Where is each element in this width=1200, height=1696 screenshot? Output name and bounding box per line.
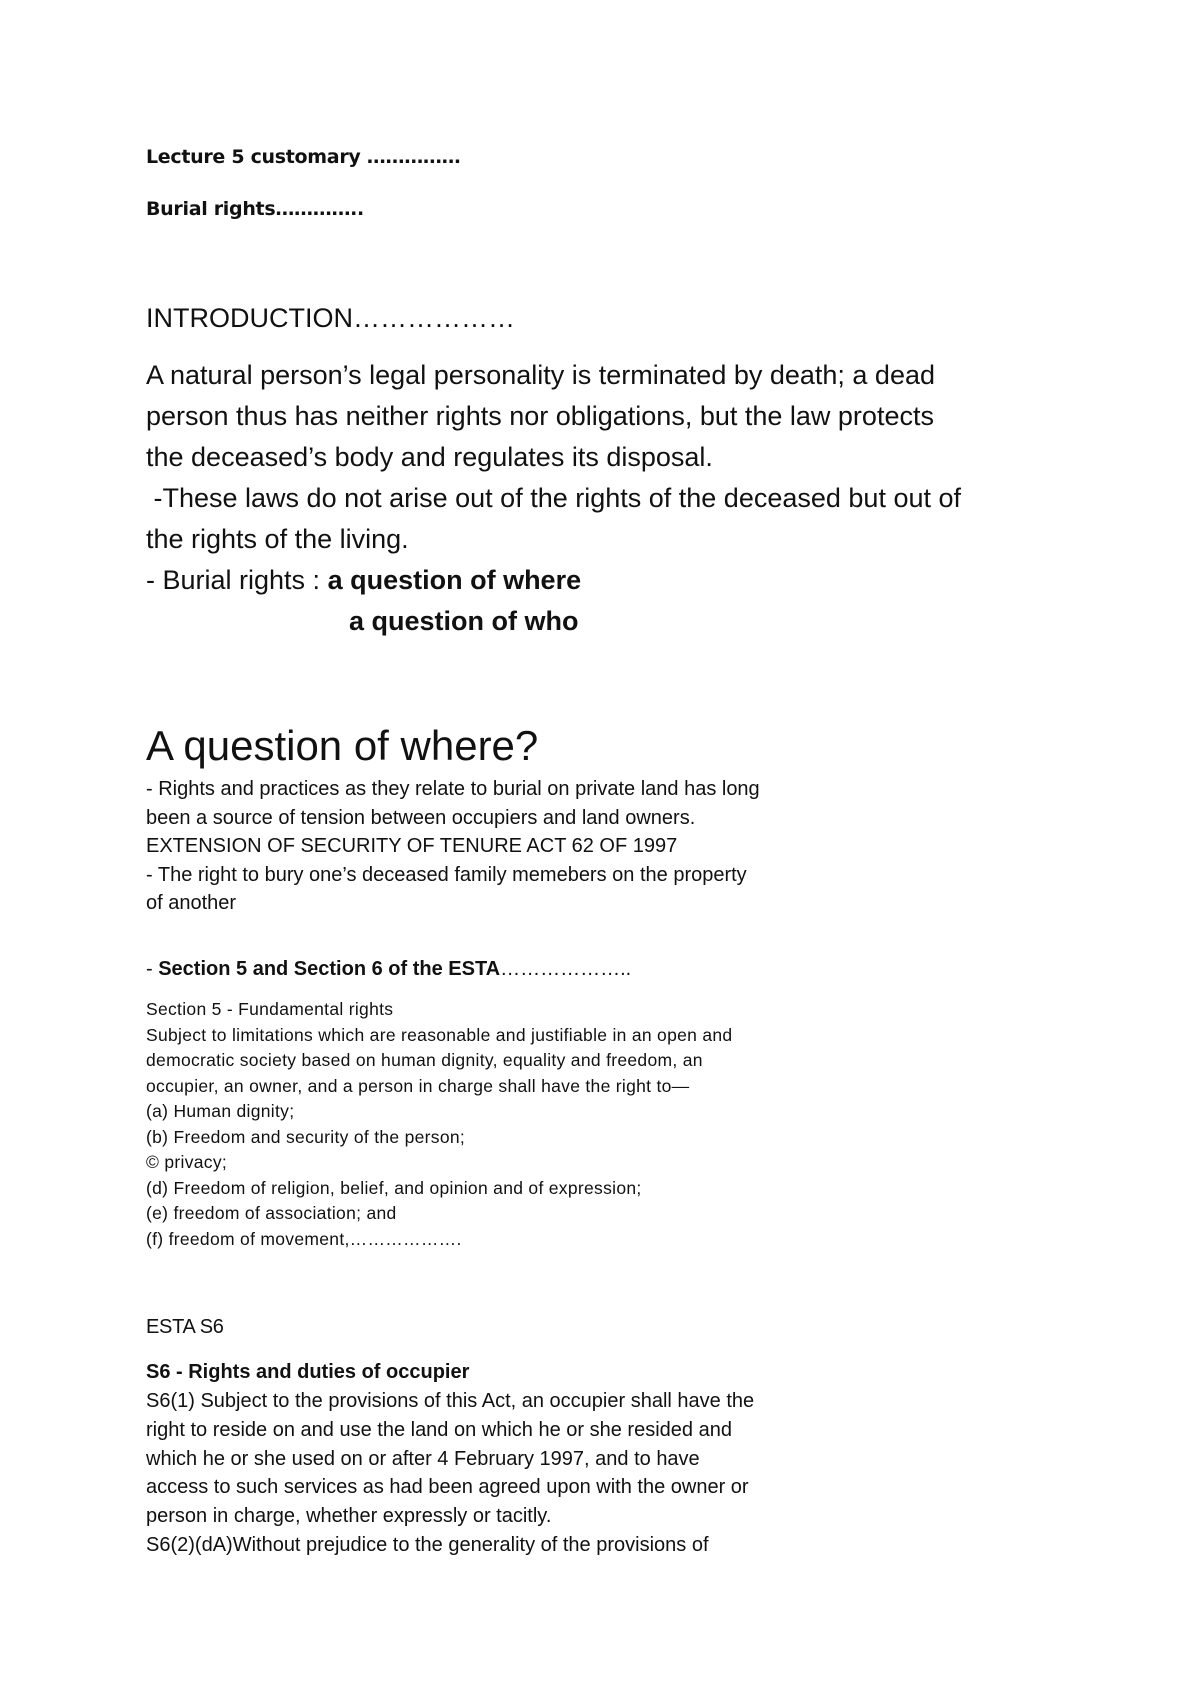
section5-item: (b) Freedom and security of the person; bbox=[146, 1126, 466, 1147]
where-line: of another bbox=[146, 892, 237, 914]
section5-item: (d) Freedom of religion, belief, and opinion and of expression; bbox=[146, 1177, 642, 1198]
section6-heading: S6 - Rights and duties of occupier bbox=[146, 1361, 470, 1383]
question-where-label: a question of where bbox=[327, 565, 582, 595]
section6-line: right to reside on and use the land on which he or she resided and bbox=[146, 1418, 732, 1441]
section5-item: © privacy; bbox=[146, 1152, 228, 1172]
section6-line: S6(2)(dA)Without prejudice to the generality of the provisions of bbox=[146, 1533, 709, 1556]
sections-bold: Section 5 and Section 6 of the ESTA bbox=[158, 958, 501, 980]
section6-line: S6(1) Subject to the provisions of this Act, an occupier shall have the bbox=[146, 1390, 755, 1412]
question-who-line bbox=[146, 601, 961, 642]
act-title: EXTENSION OF SECURITY OF TENURE ACT 62 OF 1997 bbox=[146, 835, 678, 857]
section5-line: Subject to limitations which are reasonable and justifiable in an open and bbox=[146, 1024, 733, 1045]
section5-line: democratic society based on human dignity, equality and freedom, an bbox=[146, 1050, 703, 1070]
sections-prefix: - bbox=[146, 958, 159, 980]
section5-item: (e) freedom of association; and bbox=[146, 1203, 397, 1223]
sections-line bbox=[146, 955, 631, 984]
section5-line: occupier, an owner, and a person in charge shall have the right to— bbox=[146, 1075, 690, 1096]
introduction-paragraph bbox=[146, 355, 961, 642]
section5-title: Section 5 - Fundamental rights bbox=[146, 999, 394, 1019]
where-line: - The right to bury one’s deceased family memebers on the property bbox=[146, 863, 747, 886]
lecture-title: Lecture 5 customary …………… bbox=[146, 146, 461, 168]
section5-block bbox=[146, 997, 732, 1252]
burial-rights-line bbox=[146, 560, 961, 601]
where-line: - Rights and practices as they relate to burial on private land has long bbox=[146, 778, 760, 800]
intro-line: the deceased’s body and regulates its disposal. bbox=[146, 442, 713, 472]
section6-line: person in charge, whether expressly or tacitly. bbox=[146, 1505, 552, 1528]
where-line: been a source of tension between occupiers and land owners. bbox=[146, 806, 696, 829]
section5-item: (a) Human dignity; bbox=[146, 1101, 295, 1121]
question-who-label: a question of who bbox=[349, 606, 579, 636]
introduction-heading: INTRODUCTION……………… bbox=[146, 303, 515, 333]
esta-s6-label: ESTA S6 bbox=[146, 1316, 224, 1338]
where-heading: A question of where? bbox=[146, 722, 539, 769]
section6-line: which he or she used on or after 4 February 1997, and to have bbox=[146, 1447, 700, 1470]
section5-item: (f) freedom of movement,………………. bbox=[146, 1228, 462, 1249]
where-paragraph bbox=[146, 775, 760, 918]
burial-rights-prefix: - Burial rights : bbox=[146, 565, 328, 595]
intro-line: -These laws do not arise out of the rights of the deceased but out of bbox=[146, 483, 961, 513]
intro-line: A natural person’s legal personality is terminated by death; a dead bbox=[146, 360, 935, 390]
section6-block bbox=[146, 1387, 754, 1560]
section6-line: access to such services as had been agreed upon with the owner or bbox=[146, 1476, 749, 1499]
topic-title: Burial rights………….. bbox=[146, 198, 364, 220]
sections-dots: ……………….. bbox=[500, 958, 632, 980]
intro-line: the rights of the living. bbox=[146, 524, 409, 554]
intro-line: person thus has neither rights nor obligations, but the law protects bbox=[146, 401, 934, 431]
